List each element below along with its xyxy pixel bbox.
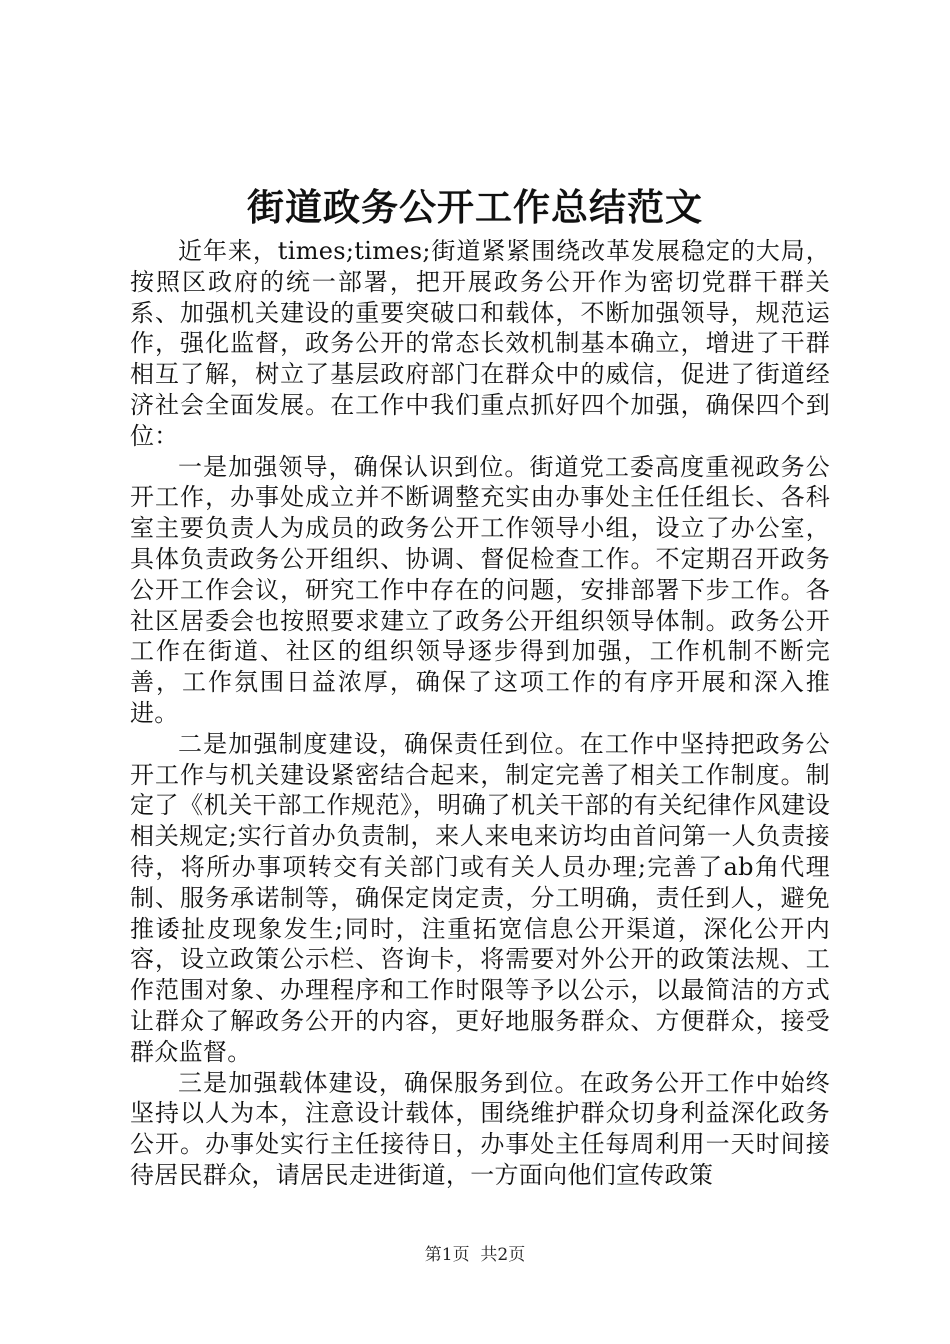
paragraph-system-building: 二是加强制度建设，确保责任到位。在工作中坚持把政务公开工作与机关建设紧密结合起来，制定完善了相关工作制度。制定了《机关干部工作规范》，明确了机关干部的有关纪律作风建设相关规定;实行首办负责制，来人来电来访均由首问第一人负责接待，将所办事项转交有关部门或有关人员办理;完善了ab角代理制、服务承诺制等，确保定岗定责，分工明确，责任到人，避免推诿扯皮现象发生;同时，注重拓宽信息公开渠道，深化公开内容，设立政策公示栏、咨询卡，将需要对外公开的政策法规、工作范围对象、办理程序和工作时限等予以公示，以最简洁的方式让群众了解政务公开的内容，更好地服务群众、方便群众，接受群众监督。 [130, 729, 830, 1066]
paragraph-carrier-building: 三是加强载体建设，确保服务到位。在政务公开工作中始终坚持以人为本，注意设计载体，围绕维护群众切身利益深化政务公开。办事处实行主任接待日，办事处主任每周利用一天时间接待居民群众，请居民走进街道，一方面向他们宣传政策 [130, 1068, 830, 1189]
paragraph-intro: 近年来，times;times;街道紧紧围绕改革发展稳定的大局，按照区政府的统一部署，把开展政务公开作为密切党群干群关系、加强机关建设的重要突破口和载体，不断加强领导，规范运作，强化监督，政务公开的常态长效机制基本确立，增进了干群相互了解，树立了基层政府部门在群众中的威信，促进了街道经济社会全面发展。在工作中我们重点抓好四个加强，确保四个到位： [130, 237, 830, 450]
page-number: 第1页 [424, 1245, 470, 1265]
paragraph-leadership: 一是加强领导，确保认识到位。街道党工委高度重视政务公开工作，办事处成立并不断调整充实由办事处主任任组长、各科室主要负责人为成员的政务公开工作领导小组，设立了办公室，具体负责政务公开组织、协调、督促检查工作。不定期召开政务公开工作会议，研究工作中存在的问题，安排部署下步工作。各社区居委会也按照要求建立了政务公开组织领导体制。政务公开工作在街道、社区的组织领导逐步得到加强，工作机制不断完善，工作氛围日益浓厚，确保了这项工作的有序开展和深入推进。 [130, 452, 830, 727]
document-body [130, 236, 830, 1191]
page-total: 共2页 [480, 1245, 526, 1265]
page-footer [0, 1243, 950, 1267]
document-title: 街道政务公开工作总结范文 [247, 185, 703, 229]
